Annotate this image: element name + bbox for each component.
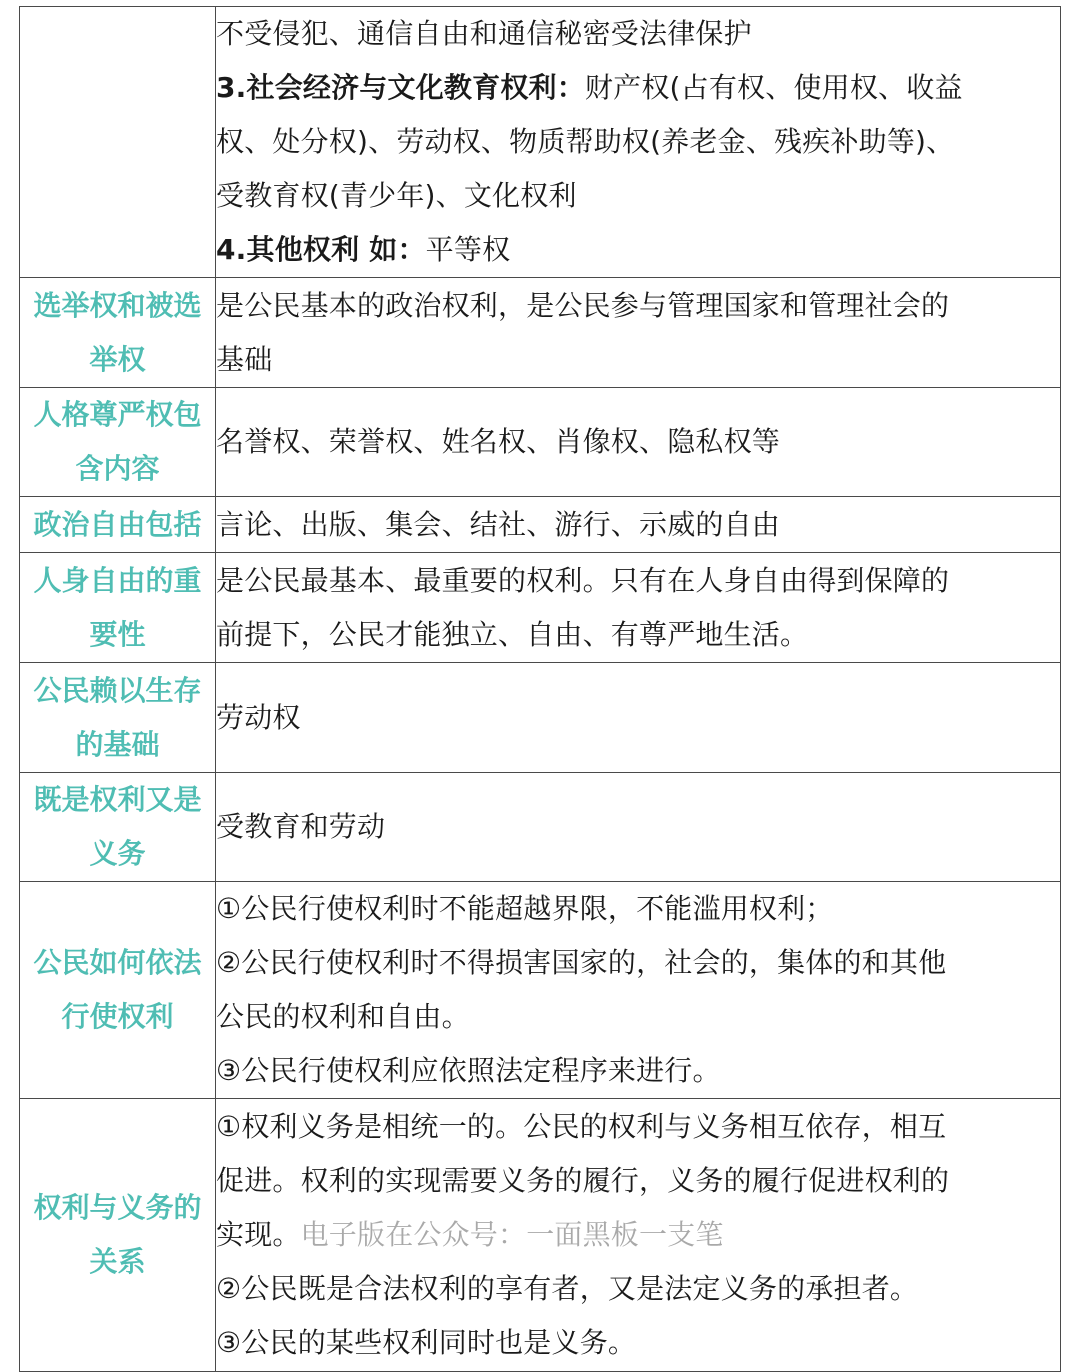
row-content [216, 388, 1061, 497]
row-content [216, 553, 1061, 663]
table-row [20, 7, 1061, 278]
row-content [216, 497, 1061, 553]
content-line: ②公民既是合法权利的享有者，又是法定义务的承担者。 [216, 1272, 919, 1305]
row-content [216, 773, 1061, 882]
row-label: 选举权和被选举权 [20, 278, 216, 388]
table-body [20, 7, 1061, 1372]
content-line: 基础 [216, 342, 273, 376]
row-label: 既是权利又是义务 [20, 773, 216, 882]
content-line: 名誉权、荣誉权、姓名权、肖像权、隐私权等 [216, 425, 781, 458]
content-line: 是公民最基本、最重要的权利。只有在人身自由得到保障的 [216, 563, 950, 597]
table-row [20, 663, 1061, 773]
table-row [20, 553, 1061, 663]
table-row [20, 1099, 1061, 1372]
content-line: 促进。权利的实现需要义务的履行，义务的履行促进权利的 [216, 1164, 950, 1197]
content-line: ②公民行使权利时不得损害国家的，社会的，集体的和其他 [216, 946, 947, 979]
row-label: 人格尊严权包含内容 [20, 388, 216, 497]
row-content [216, 882, 1061, 1099]
row-content [216, 278, 1061, 388]
content-line: ①公民行使权利时不能超越界限，不能滥用权利； [216, 892, 834, 925]
table-row [20, 882, 1061, 1099]
table-row [20, 497, 1061, 553]
content-line: 4.其他权利 如：平等权 [216, 233, 511, 266]
knowledge-table [19, 6, 1061, 1372]
content-line: 实现。电子版在公众号：一面黑板一支笔 [216, 1218, 724, 1251]
content-line: 3.社会经济与文化教育权利：财产权(占有权、使用权、收益 [216, 71, 963, 104]
row-label: 公民赖以生存的基础 [20, 663, 216, 773]
content-line: ③公民的某些权利同时也是义务。 [216, 1326, 637, 1359]
content-line: 公民的权利和自由。 [216, 1000, 470, 1033]
content-line: ①权利义务是相统一的。公民的权利与义务相互依存，相互 [216, 1110, 947, 1143]
table-row [20, 278, 1061, 388]
table-row [20, 388, 1061, 497]
content-line: 受教育权(青少年)、文化权利 [216, 179, 577, 212]
section-heading: 4.其他权利 如： [216, 233, 426, 266]
row-content [216, 663, 1061, 773]
content-line: 劳动权 [216, 700, 301, 734]
section-heading: 3.社会经济与文化教育权利： [216, 71, 585, 104]
table-row [20, 773, 1061, 882]
row-content [216, 1099, 1061, 1372]
row-label: 政治自由包括 [20, 497, 216, 553]
row-content [216, 7, 1061, 278]
row-label [20, 7, 216, 278]
content-line: 言论、出版、集会、结社、游行、示威的自由 [216, 507, 781, 541]
content-line: 是公民基本的政治权利，是公民参与管理国家和管理社会的 [216, 288, 950, 322]
content-line: ③公民行使权利应依照法定程序来进行。 [216, 1054, 721, 1087]
row-label: 人身自由的重要性 [20, 553, 216, 663]
content-line: 受教育和劳动 [216, 810, 386, 843]
content-line: 前提下，公民才能独立、自由、有尊严地生活。 [216, 617, 809, 651]
row-label: 公民如何依法行使权利 [20, 882, 216, 1099]
watermark-text: 电子版在公众号：一面黑板一支笔 [300, 1218, 724, 1251]
content-line: 权、处分权)、劳动权、物质帮助权(养老金、残疾补助等)、 [216, 125, 955, 158]
content-line: 不受侵犯、通信自由和通信秘密受法律保护 [216, 17, 752, 50]
row-label: 权利与义务的关系 [20, 1099, 216, 1372]
